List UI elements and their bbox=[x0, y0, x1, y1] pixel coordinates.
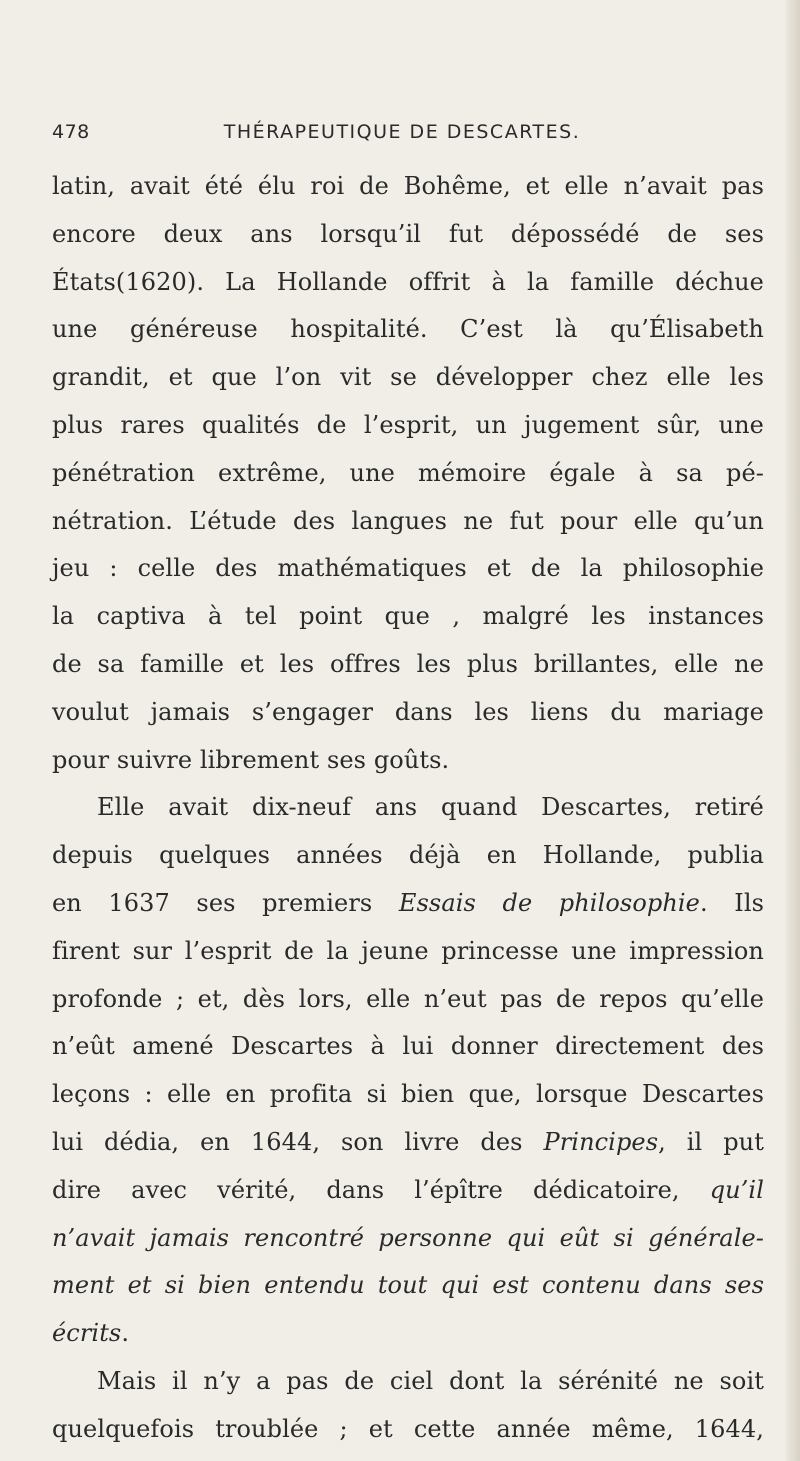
text-segment: de sa famille et les offres les plus brillantes, elle ne bbox=[52, 649, 764, 678]
text-segment: voulut jamais s’engager dans les liens du mariage bbox=[52, 697, 764, 726]
text-segment: . Ils bbox=[699, 888, 765, 917]
text-segment: pour suivre librement ses goûts. bbox=[52, 745, 450, 774]
text-line bbox=[52, 1167, 764, 1215]
text-line bbox=[52, 1406, 764, 1454]
text-segment: quelquefois troublée ; et cette année même, 1644, bbox=[52, 1414, 764, 1443]
text-line bbox=[52, 737, 764, 785]
text-line bbox=[52, 976, 764, 1024]
text-line bbox=[52, 641, 764, 689]
text-line bbox=[52, 880, 764, 928]
text-line bbox=[52, 450, 764, 498]
text-line bbox=[52, 1023, 764, 1071]
text-segment: profonde ; et, dès lors, elle n’eut pas de repos qu’elle bbox=[52, 984, 764, 1013]
text-line bbox=[52, 1071, 764, 1119]
text-line bbox=[52, 1119, 764, 1167]
body-text bbox=[52, 163, 764, 1454]
text-line bbox=[52, 306, 764, 354]
text-line bbox=[52, 402, 764, 450]
text-segment: dire avec vérité, dans l’épître dédicatoire, bbox=[52, 1175, 710, 1204]
text-line bbox=[52, 593, 764, 641]
italic-text: n’avait jamais rencontré personne qui eût si générale- bbox=[52, 1223, 764, 1252]
text-segment: depuis quelques années déjà en Hollande, publia bbox=[52, 841, 764, 870]
text-line bbox=[52, 211, 764, 259]
text-segment: lui dédia, en 1644, son livre des bbox=[52, 1127, 544, 1156]
page-header bbox=[52, 121, 752, 155]
italic-text: Essais de philosophie bbox=[398, 888, 700, 917]
text-segment: encore deux ans lorsqu’il fut dépossédé de ses bbox=[52, 219, 764, 248]
text-segment: États(1620). La Hollande offrit à la famille déchue bbox=[52, 267, 764, 296]
italic-text: qu’il bbox=[709, 1175, 764, 1204]
italic-text: ment et si bien entendu tout qui est contenu dans ses bbox=[52, 1271, 764, 1300]
italic-text: Principes bbox=[543, 1127, 659, 1156]
text-segment: leçons : elle en profita si bien que, lorsque Descartes bbox=[52, 1080, 764, 1109]
text-line bbox=[52, 354, 764, 402]
text-line bbox=[52, 1358, 764, 1406]
text-segment: n’eût amené Descartes à lui donner directement des bbox=[52, 1032, 764, 1061]
page-number: 478 bbox=[52, 121, 90, 143]
italic-text: écrits bbox=[52, 1319, 122, 1348]
text-line bbox=[52, 498, 764, 546]
text-segment: nétration. L’étude des langues ne fut pour elle qu’un bbox=[52, 506, 764, 535]
text-segment: grandit, et que l’on vit se développer chez elle les bbox=[52, 363, 764, 392]
text-segment: Elle avait dix-neuf ans quand Descartes, retiré bbox=[97, 793, 764, 822]
text-segment: pénétration extrême, une mémoire égale à sa pé- bbox=[52, 458, 764, 487]
page-edge-shadow bbox=[786, 0, 800, 1461]
text-segment: en 1637 ses premiers bbox=[52, 888, 399, 917]
text-line bbox=[52, 545, 764, 593]
text-line bbox=[52, 928, 764, 976]
text-line bbox=[52, 1262, 764, 1310]
text-segment: plus rares qualités de l’esprit, un jugement sûr, une bbox=[52, 410, 764, 439]
text-line bbox=[52, 1215, 764, 1263]
text-line bbox=[52, 259, 764, 307]
text-segment: latin, avait été élu roi de Bohême, et elle n’avait pas bbox=[52, 172, 764, 200]
text-line bbox=[52, 689, 764, 737]
running-title: THÉRAPEUTIQUE DE DESCARTES. bbox=[223, 121, 581, 143]
text-line bbox=[52, 1310, 764, 1358]
text-segment: , il put bbox=[658, 1127, 764, 1156]
text-segment: la captiva à tel point que , malgré les instances bbox=[52, 602, 764, 631]
text-segment: . bbox=[121, 1319, 130, 1348]
text-segment: jeu : celle des mathématiques et de la philosophie bbox=[52, 554, 764, 583]
text-segment: firent sur l’esprit de la jeune princesse une impression bbox=[52, 936, 764, 965]
text-line bbox=[52, 163, 764, 211]
text-line bbox=[52, 832, 764, 880]
text-segment: Mais il n’y a pas de ciel dont la sérénité ne soit bbox=[97, 1366, 764, 1395]
text-line bbox=[52, 784, 764, 832]
text-segment: une généreuse hospitalité. C’est là qu’Élisabeth bbox=[52, 315, 764, 344]
